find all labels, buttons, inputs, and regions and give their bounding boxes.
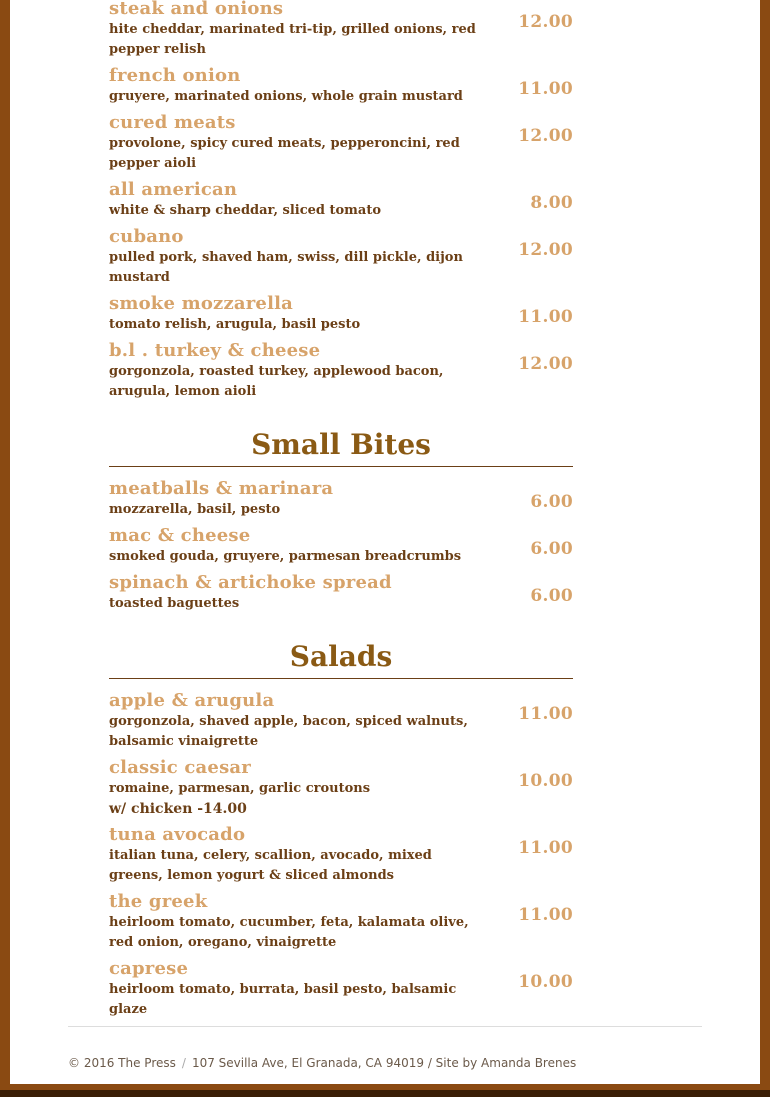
menu-item-name: the greek: [109, 891, 208, 912]
menu-item-price: 11.00: [518, 704, 573, 724]
salads-title: Salads: [109, 640, 573, 679]
menu-item-name: meatballs & marinara: [109, 478, 334, 499]
menu-item: [109, 757, 573, 819]
menu-item-price: 10.00: [518, 771, 573, 791]
menu-item-description: smoked gouda, gruyere, parmesan breadcrumbs: [109, 549, 462, 564]
menu-item-name: caprese: [109, 958, 189, 979]
menu-item-name: classic caesar: [109, 757, 251, 778]
menu-item: [109, 525, 573, 567]
menu-item-price: 12.00: [518, 240, 573, 260]
menu-content: [109, 0, 573, 1020]
menu-item-price: 6.00: [530, 586, 573, 606]
menu-item: [109, 293, 573, 335]
menu-item-name: smoke mozzarella: [109, 293, 294, 314]
menu-item-name: spinach & artichoke spread: [109, 572, 392, 593]
menu-item-description: gruyere, marinated onions, whole grain mustard: [109, 89, 463, 104]
menu-item-price: 12.00: [518, 126, 573, 146]
footer-divider: [68, 1026, 702, 1027]
menu-item-description: heirloom tomato, burrata, basil pesto, balsamic glaze: [109, 982, 457, 1017]
menu-item-description: heirloom tomato, cucumber, feta, kalamata olive, red onion, oregano, vinaigrette: [109, 915, 469, 950]
menu-item-price: 8.00: [530, 193, 573, 213]
menu-item: [109, 226, 573, 288]
menu-item: [109, 112, 573, 174]
footer-separator: /: [181, 1056, 186, 1070]
small-bites-title: Small Bites: [109, 428, 573, 467]
menu-item-name: steak and onions: [109, 0, 284, 19]
menu-item: [109, 690, 573, 752]
menu-item: [109, 478, 573, 520]
menu-item-name: tuna avocado: [109, 824, 246, 845]
bottom-bar: [0, 1090, 770, 1097]
menu-item-name: cubano: [109, 226, 184, 247]
menu-item-price: 6.00: [530, 539, 573, 559]
menu-item: [109, 824, 573, 886]
menu-item: [109, 340, 573, 402]
menu-item-description: romaine, parmesan, garlic croutons: [109, 781, 371, 796]
menu-item-description: toasted baguettes: [109, 596, 240, 611]
menu-item: [109, 0, 573, 60]
sandwich-list: [109, 0, 573, 402]
menu-item-price: 11.00: [518, 307, 573, 327]
menu-item: [109, 65, 573, 107]
menu-item-name: cured meats: [109, 112, 236, 133]
menu-item-name: mac & cheese: [109, 525, 251, 546]
menu-item-name: b.l . turkey & cheese: [109, 340, 321, 361]
menu-item-description: provolone, spicy cured meats, pepperoncini, red pepper aioli: [109, 136, 460, 171]
menu-item-price: 12.00: [518, 12, 573, 32]
menu-item-price: 10.00: [518, 972, 573, 992]
small-bites-list: [109, 478, 573, 614]
menu-item: [109, 891, 573, 953]
menu-item: [109, 179, 573, 221]
menu-item-description: gorgonzola, roasted turkey, applewood bacon, arugula, lemon aioli: [109, 364, 444, 399]
menu-item-extra: w/ chicken -14.00: [109, 801, 247, 817]
menu-item: [109, 958, 573, 1020]
menu-item-price: 11.00: [518, 838, 573, 858]
menu-page: [10, 0, 760, 1084]
menu-item-name: french onion: [109, 65, 241, 86]
menu-item-description: gorgonzola, shaved apple, bacon, spiced walnuts, balsamic vinaigrette: [109, 714, 468, 749]
menu-item-description: mozzarella, basil, pesto: [109, 502, 281, 517]
footer-address: 107 Sevilla Ave, El Granada, CA 94019 / Site by Amanda Brenes: [191, 1056, 577, 1070]
menu-item-price: 12.00: [518, 354, 573, 374]
menu-item-price: 11.00: [518, 79, 573, 99]
menu-item-price: 6.00: [530, 492, 573, 512]
salads-list: [109, 690, 573, 1020]
menu-item-description: hite cheddar, marinated tri-tip, grilled onions, red pepper relish: [109, 22, 476, 57]
menu-item: [109, 572, 573, 614]
footer: [68, 1056, 576, 1070]
menu-item-description: tomato relish, arugula, basil pesto: [109, 317, 361, 332]
menu-item-description: pulled pork, shaved ham, swiss, dill pickle, dijon mustard: [109, 250, 463, 285]
menu-item-description: italian tuna, celery, scallion, avocado, mixed greens, lemon yogurt & sliced almonds: [109, 848, 432, 883]
menu-item-name: all american: [109, 179, 238, 200]
menu-item-name: apple & arugula: [109, 690, 275, 711]
footer-copyright: © 2016 The Press: [68, 1056, 176, 1070]
menu-item-description: white & sharp cheddar, sliced tomato: [109, 203, 382, 218]
menu-item-price: 11.00: [518, 905, 573, 925]
